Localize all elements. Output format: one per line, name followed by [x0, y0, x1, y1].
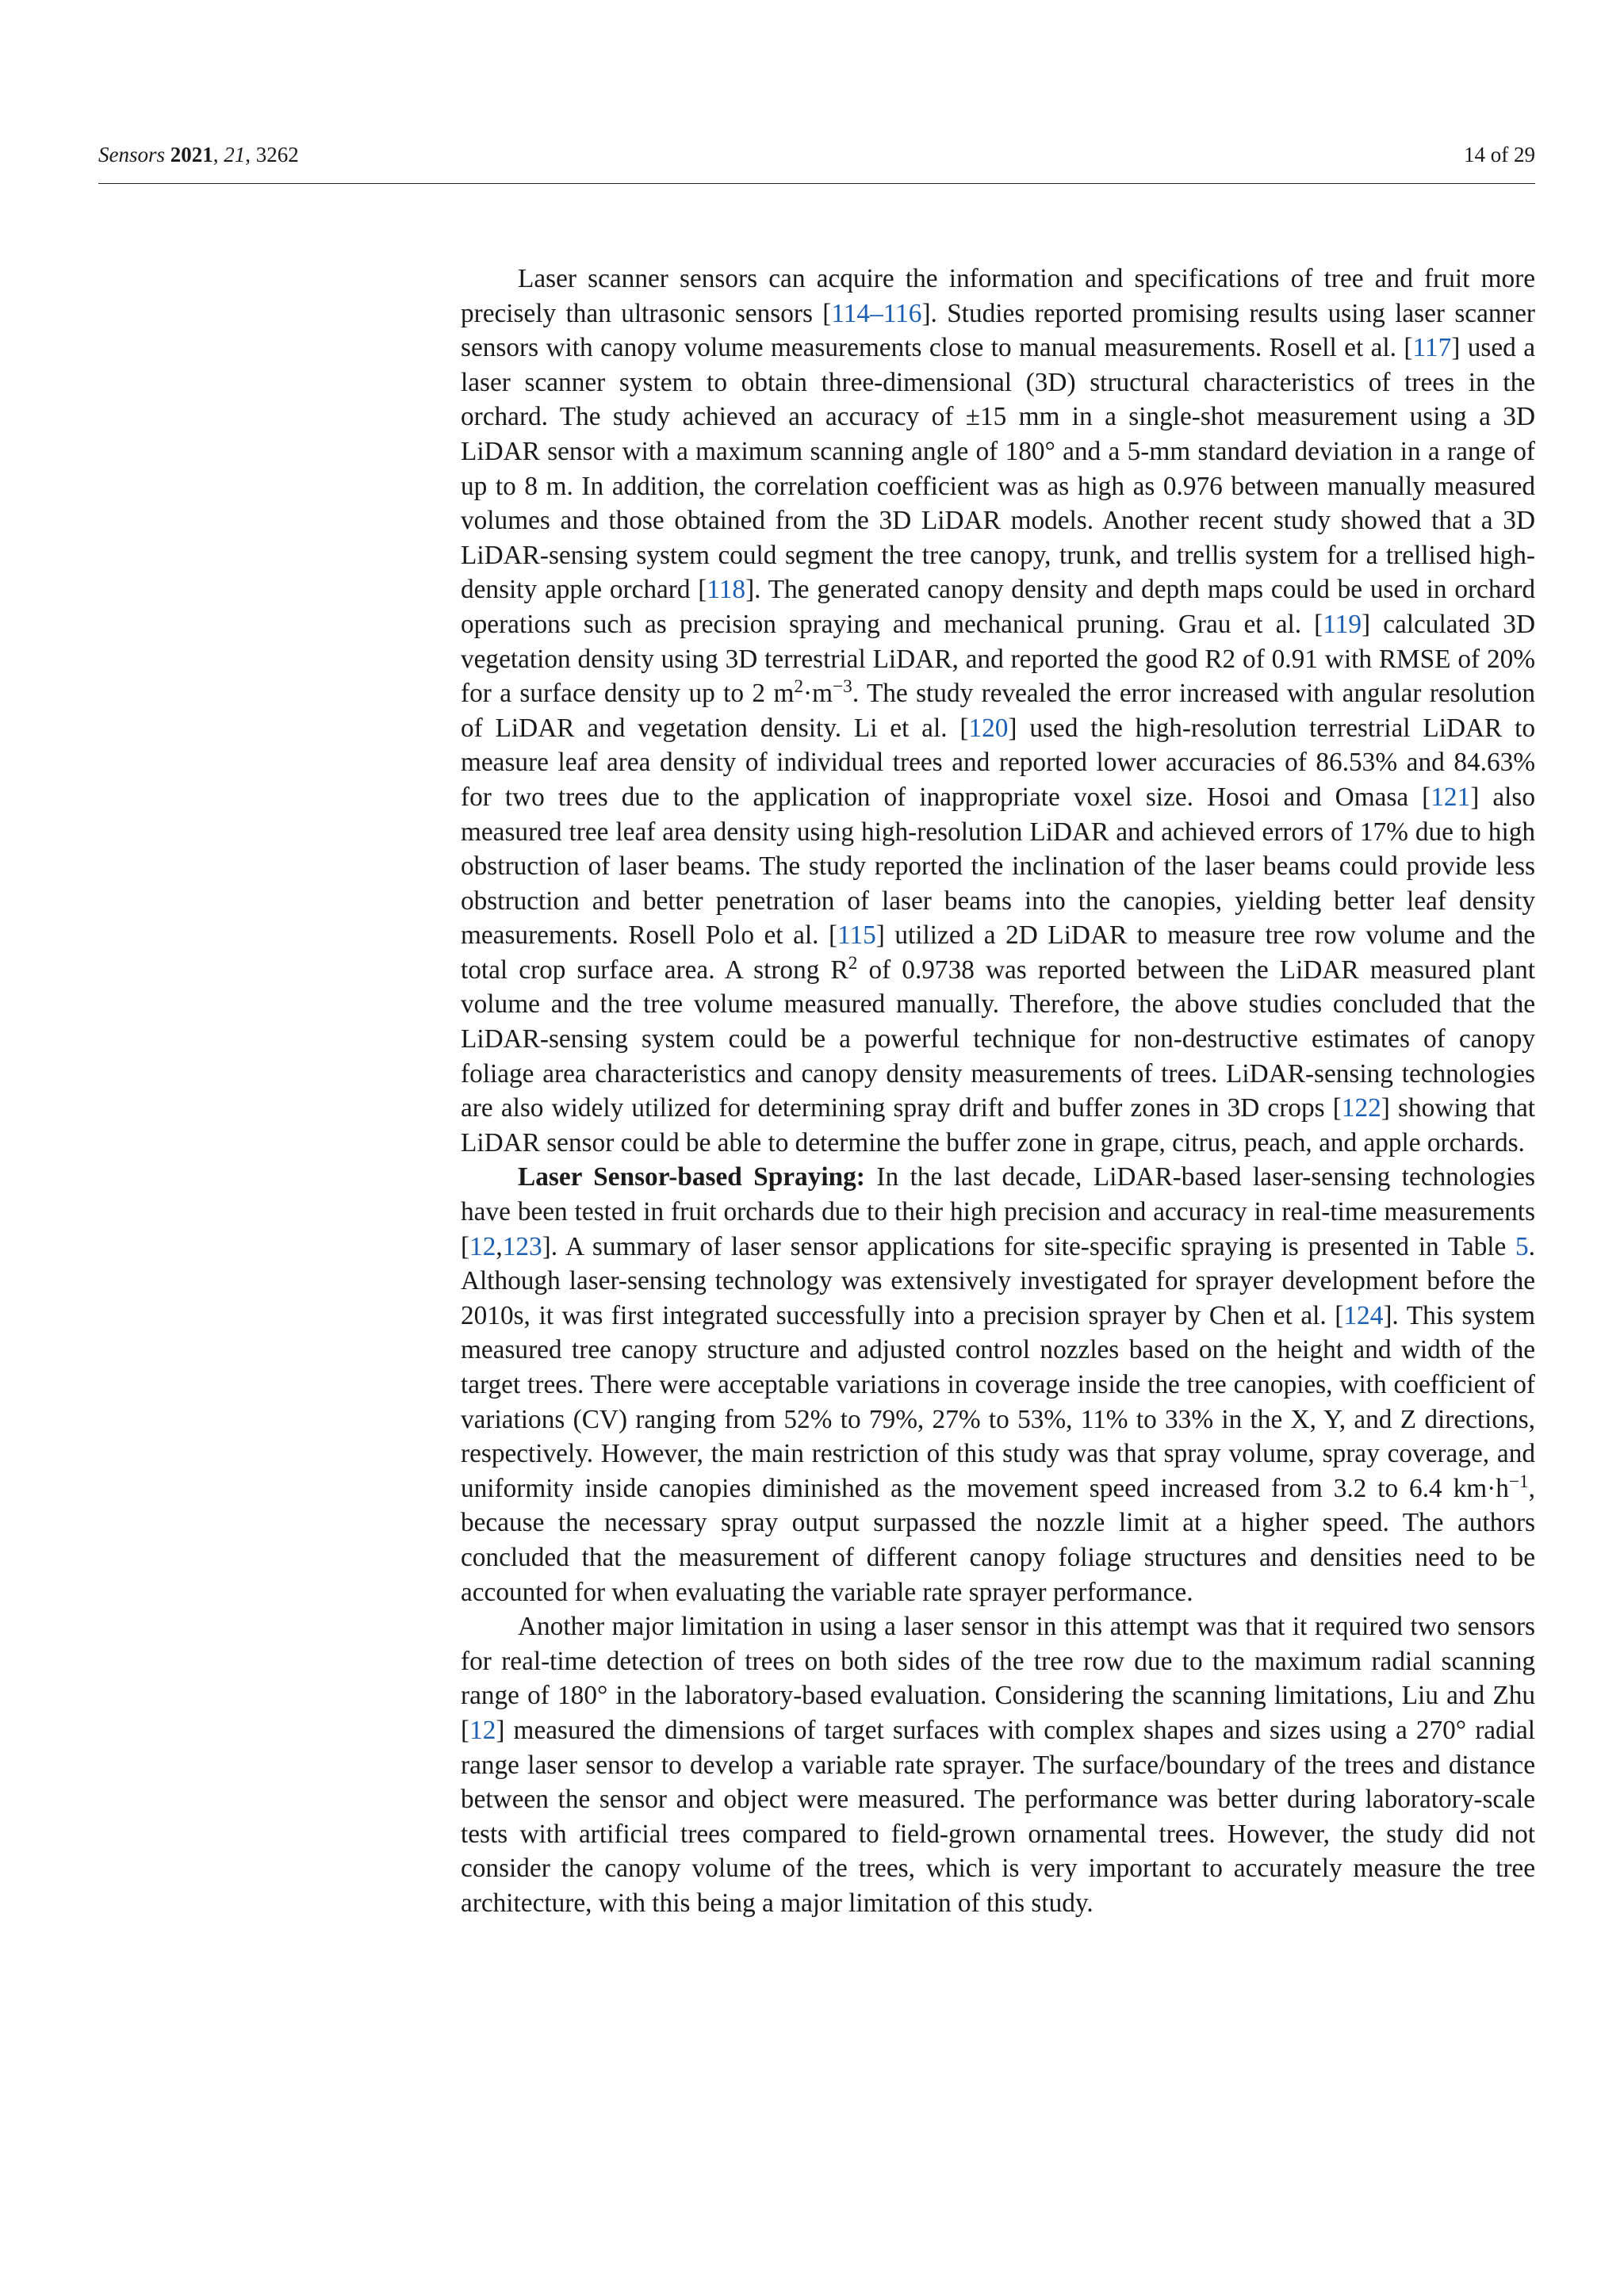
text-run: ] also measured tree leaf area density using high-resolution LiDAR and achieved errors of 17% due to high obstruction of laser beams. The study reported the inclination of the laser beams could provide less obstruction and better penetration of laser beams into the canopies, yielding better leaf density measurements. Rosell Polo et al. [ — [461, 782, 1535, 951]
text-run: ·m — [803, 679, 833, 709]
text-run: Another major limitation in using a laser sensor in this attempt was that it required two sensors for real-time detection of trees on both sides of the tree row due to the maximum radial scanning range of 180° in the laboratory-based evaluation. Considering the scanning limitations, Liu and Zhu [ — [461, 1612, 1535, 1745]
journal-name: Sensors — [98, 143, 166, 166]
journal-year: 2021 — [170, 143, 213, 166]
text-run: ]. This system measured tree canopy structure and adjusted control nozzles based on the height and width of the target trees. There were acceptable variations in coverage inside the tree canopies, with coefficient of variations (CV) ranging from 52% to 79%, 27% to 53%, 11% to 33% in the X, Y, and Z directions, respectively. However, the main restriction of this study was that spray volume, spray coverage, and uniformity inside canopies diminished as the movement speed increased from 3.2 to 6.4 km·h — [461, 1300, 1535, 1503]
text-run: . The study revealed the error increased with angular resolution of LiDAR and vegetation density. Li et al. [ — [461, 679, 1535, 743]
paragraph-laser-limitations — [461, 1609, 1535, 1920]
journal-volume: 21 — [224, 143, 246, 166]
citation-link[interactable]: 12 — [469, 1715, 496, 1745]
citation-link[interactable]: 115 — [837, 920, 876, 951]
header-divider — [98, 183, 1535, 184]
text-run: ] calculated 3D vegetation density using 3D terrestrial LiDAR, and reported the good R2 of 0.91 with RMSE of 20% for a surface density up to 2 m — [461, 609, 1535, 709]
text-run: ]. Studies reported promising results using laser scanner sensors with canopy volume measurements close to manual measurements. Rosell et al. [ — [461, 298, 1536, 363]
page-number: 14 of 29 — [1464, 143, 1535, 166]
citation-link[interactable]: 118 — [707, 575, 746, 605]
paragraph-lidar-scanning — [461, 262, 1535, 1160]
superscript: 2 — [794, 676, 804, 698]
text-run: ] showing that LiDAR sensor could be able to determine the buffer zone in grape, citrus, peach, and apple orchards. — [461, 1093, 1535, 1158]
paragraph-laser-sensor-spraying — [461, 1160, 1535, 1609]
journal-citation: Sensors 2021, 21, 3262 — [98, 143, 299, 166]
run-in-heading: Laser Sensor-based Spraying: — [518, 1162, 865, 1192]
text-run: ]. A summary of laser sensor applications for site-specific spraying is presented in Table — [542, 1231, 1516, 1261]
text-run: ] measured the dimensions of target surfaces with complex shapes and sizes using a 270° radial range laser sensor to develop a variable rate sprayer. The surface/boundary of the trees and distance between the sensor and object were measured. The performance was better during laboratory-scale tests with artificial trees compared to field-grown ornamental trees. However, the study did not consider the canopy volume of the trees, which is very important to accurately measure the tree architecture, with this being a major limitation of this study. — [461, 1715, 1535, 1918]
citation-link[interactable]: 114–116 — [831, 298, 922, 328]
citation-link[interactable]: 123 — [502, 1231, 542, 1261]
citation-link[interactable]: 12 — [469, 1231, 496, 1261]
superscript: −3 — [833, 676, 852, 698]
article-number: 3262 — [255, 143, 299, 166]
article-body — [461, 262, 1535, 1921]
text-run: In the last decade, LiDAR-based laser-sensing technologies have been tested in fruit orchards due to their high precision and accuracy in real-time measurements [ — [461, 1162, 1536, 1261]
superscript: −1 — [1508, 1471, 1529, 1492]
text-run: ] used the high-resolution terrestrial LiDAR to measure leaf area density of individual trees and reported lower accuracies of 86.53% and 84.63% for two trees due to the application of inappropriate voxel size. Hosoi and Omasa [ — [461, 713, 1535, 812]
citation-link[interactable]: 124 — [1343, 1300, 1384, 1330]
citation-link[interactable]: 5 — [1515, 1231, 1529, 1261]
text-run: ] utilized a 2D LiDAR to measure tree row volume and the total crop surface area. A strong R — [461, 920, 1536, 985]
citation-link[interactable]: 119 — [1323, 609, 1362, 639]
text-run: , because the necessary spray output surpassed the nozzle limit at a higher speed. The authors concluded that the measurement of different canopy foliage structures and densities need to be accounted for when evaluating the variable rate sprayer performance. — [461, 1473, 1535, 1607]
text-run: ] used a laser scanner system to obtain three-dimensional (3D) structural characteristics of trees in the orchard. The study achieved an accuracy of ±15 mm in a single-shot measurement using a 3D LiDAR sensor with a maximum scanning angle of 180° and a 5-mm standard deviation in a range of up to 8 m. In addition, the correlation coefficient was as high as 0.976 between manually measured volumes and those obtained from the 3D LiDAR models. Another recent study showed that a 3D LiDAR-sensing system could segment the tree canopy, trunk, and trellis system for a trellised high-density apple orchard [ — [461, 333, 1535, 605]
citation-link[interactable]: 121 — [1431, 782, 1471, 812]
superscript: 2 — [848, 952, 858, 974]
text-run: . Although laser-sensing technology was extensively investigated for sprayer development before the 2010s, it was first integrated successfully into a precision sprayer by Chen et al. [ — [461, 1231, 1535, 1330]
text-run: , — [496, 1231, 503, 1261]
citation-link[interactable]: 120 — [968, 713, 1009, 743]
text-run: Laser scanner sensors can acquire the information and specifications of tree and fruit more precisely than ultrasonic sensors [ — [461, 264, 1535, 328]
text-run: of 0.9738 was reported between the LiDAR measured plant volume and the tree volume measured manually. Therefore, the above studies concluded that the LiDAR-sensing system could be a powerful technique for non-destructive estimates of canopy foliage area characteristics and canopy density measurements of trees. LiDAR-sensing technologies are also widely utilized for determining spray drift and buffer zones in 3D crops [ — [461, 955, 1535, 1123]
text-run: ]. The generated canopy density and depth maps could be used in orchard operations such as precision spraying and mechanical pruning. Grau et al. [ — [461, 575, 1535, 639]
citation-link[interactable]: 117 — [1412, 333, 1452, 363]
citation-link[interactable]: 122 — [1341, 1093, 1381, 1123]
